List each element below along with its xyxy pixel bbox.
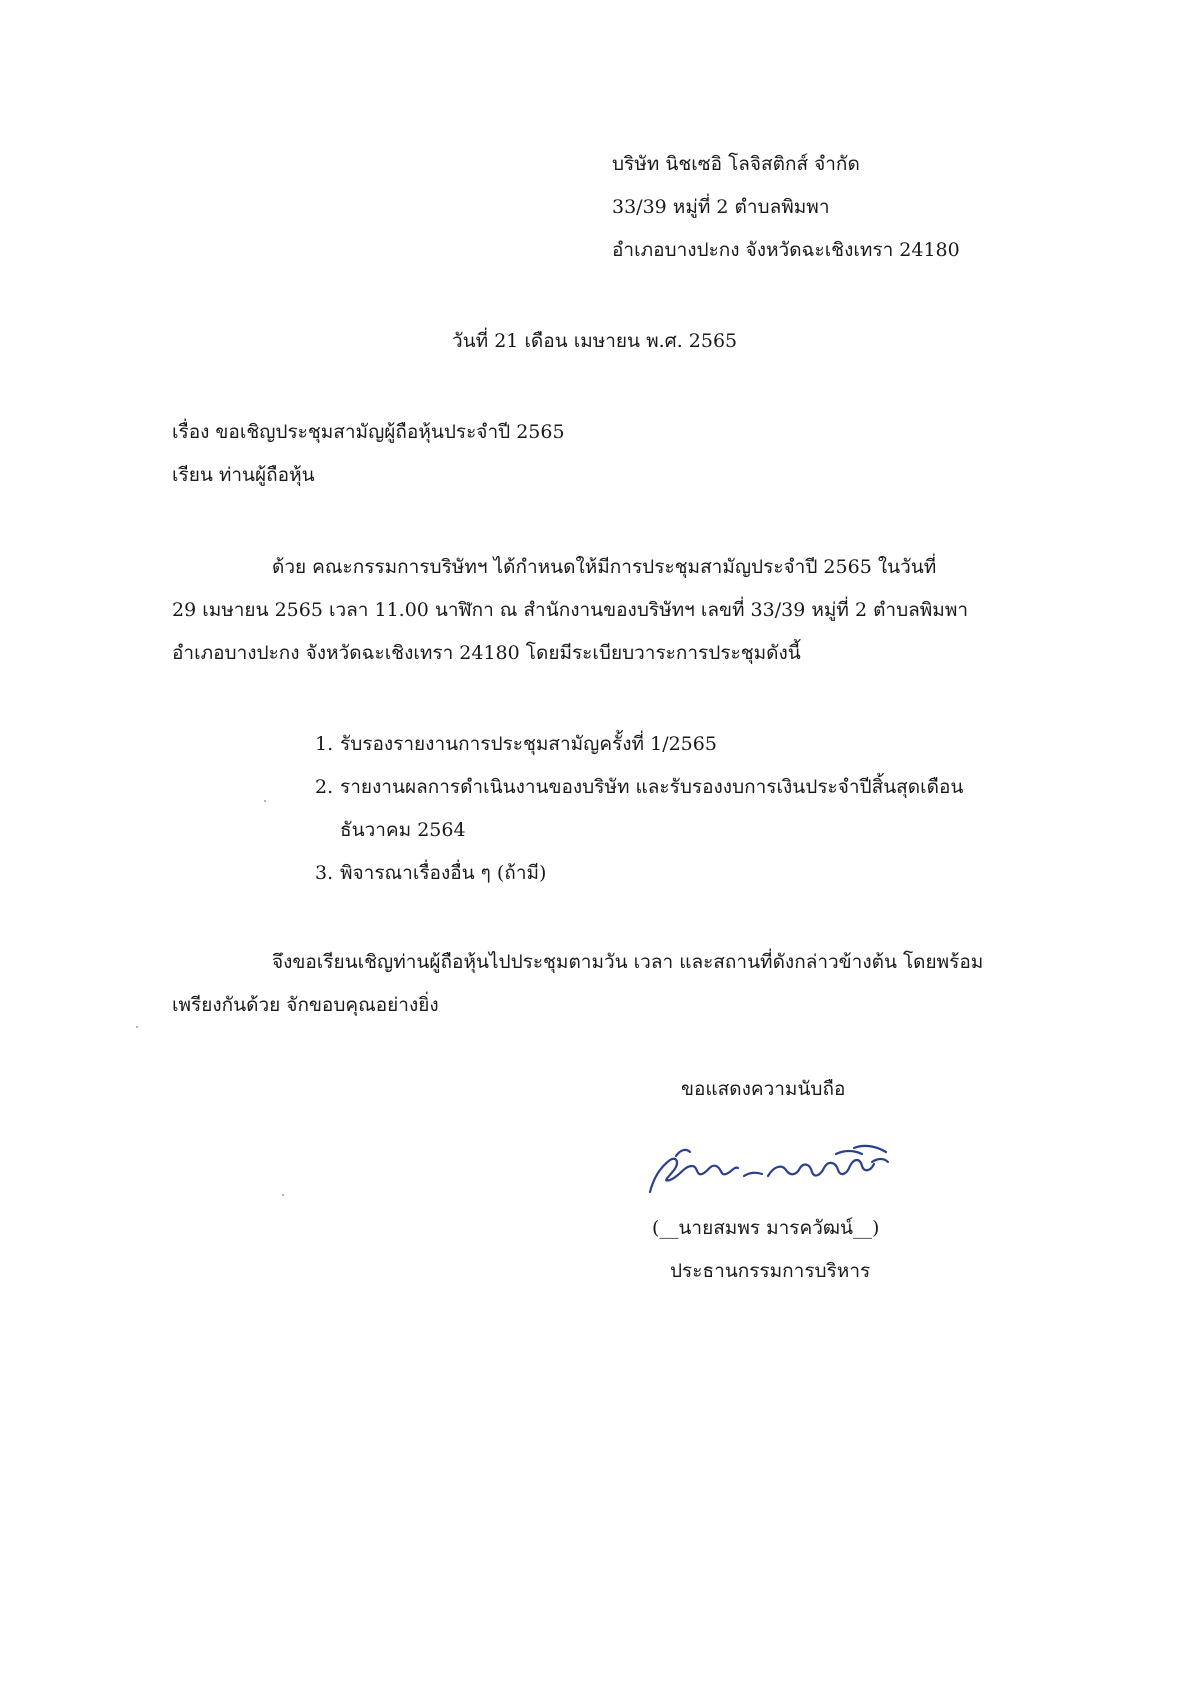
letter-subject: เรื่อง ขอเชิญประชุมสามัญผู้ถือหุ้นประจำปี 2565 — [172, 421, 565, 443]
signatory-name: (__นายสมพร มารควัฒน์__) — [652, 1217, 880, 1239]
signatory-position: ประธานกรรมการบริหาร — [670, 1260, 871, 1282]
letter-recipient: เรียน ท่านผู้ถือหุ้น — [172, 464, 315, 486]
scan-speck — [282, 1194, 284, 1196]
body-para1-line1: ด้วย คณะกรรมการบริษัทฯ ได้กำหนดให้มีการประชุมสามัญประจำปี 2565 ในวันที่ — [272, 556, 937, 578]
scan-speck — [264, 800, 266, 802]
scan-speck — [136, 1026, 138, 1028]
company-address-line2: อำเภอบางปะกง จังหวัดฉะเชิงเทรา 24180 — [612, 239, 960, 261]
agenda-item-2-number: 2. — [315, 776, 334, 798]
company-name: บริษัท นิชเซอิ โลจิสติกส์ จำกัด — [612, 153, 860, 175]
body-para1-line3: อำเภอบางปะกง จังหวัดฉะเชิงเทรา 24180 โดยมีระเบียบวาระการประชุมดังนี้ — [172, 642, 801, 664]
letter-date: วันที่ 21 เดือน เมษายน พ.ศ. 2565 — [452, 330, 738, 352]
agenda-item-1-text: รับรองรายงานการประชุมสามัญครั้งที่ 1/2565 — [340, 733, 717, 755]
agenda-item-1-number: 1. — [315, 733, 334, 755]
closing-line1: จึงขอเรียนเชิญท่านผู้ถือหุ้นไปประชุมตามวัน เวลา และสถานที่ดังกล่าวข้างต้น โดยพร้อม — [272, 951, 984, 973]
company-address-line1: 33/39 หมู่ที่ 2 ตำบลพิมพา — [612, 196, 830, 218]
handwritten-signature — [640, 1136, 900, 1200]
agenda-item-2-text-cont: ธันวาคม 2564 — [340, 819, 466, 841]
closing-line2: เพรียงกันด้วย จักขอบคุณอย่างยิ่ง — [172, 994, 439, 1016]
agenda-item-3-text: พิจารณาเรื่องอื่น ๆ (ถ้ามี) — [340, 862, 547, 884]
agenda-item-2-text: รายงานผลการดำเนินงานของบริษัท และรับรองงบการเงินประจำปีสิ้นสุดเดือน — [340, 776, 964, 798]
body-para1-line2: 29 เมษายน 2565 เวลา 11.00 นาฬิกา ณ สำนักงานของบริษัทฯ เลขที่ 33/39 หมู่ที่ 2 ตำบลพิมพา — [172, 599, 969, 621]
regards-text: ขอแสดงความนับถือ — [681, 1078, 846, 1100]
agenda-item-3-number: 3. — [315, 862, 334, 884]
